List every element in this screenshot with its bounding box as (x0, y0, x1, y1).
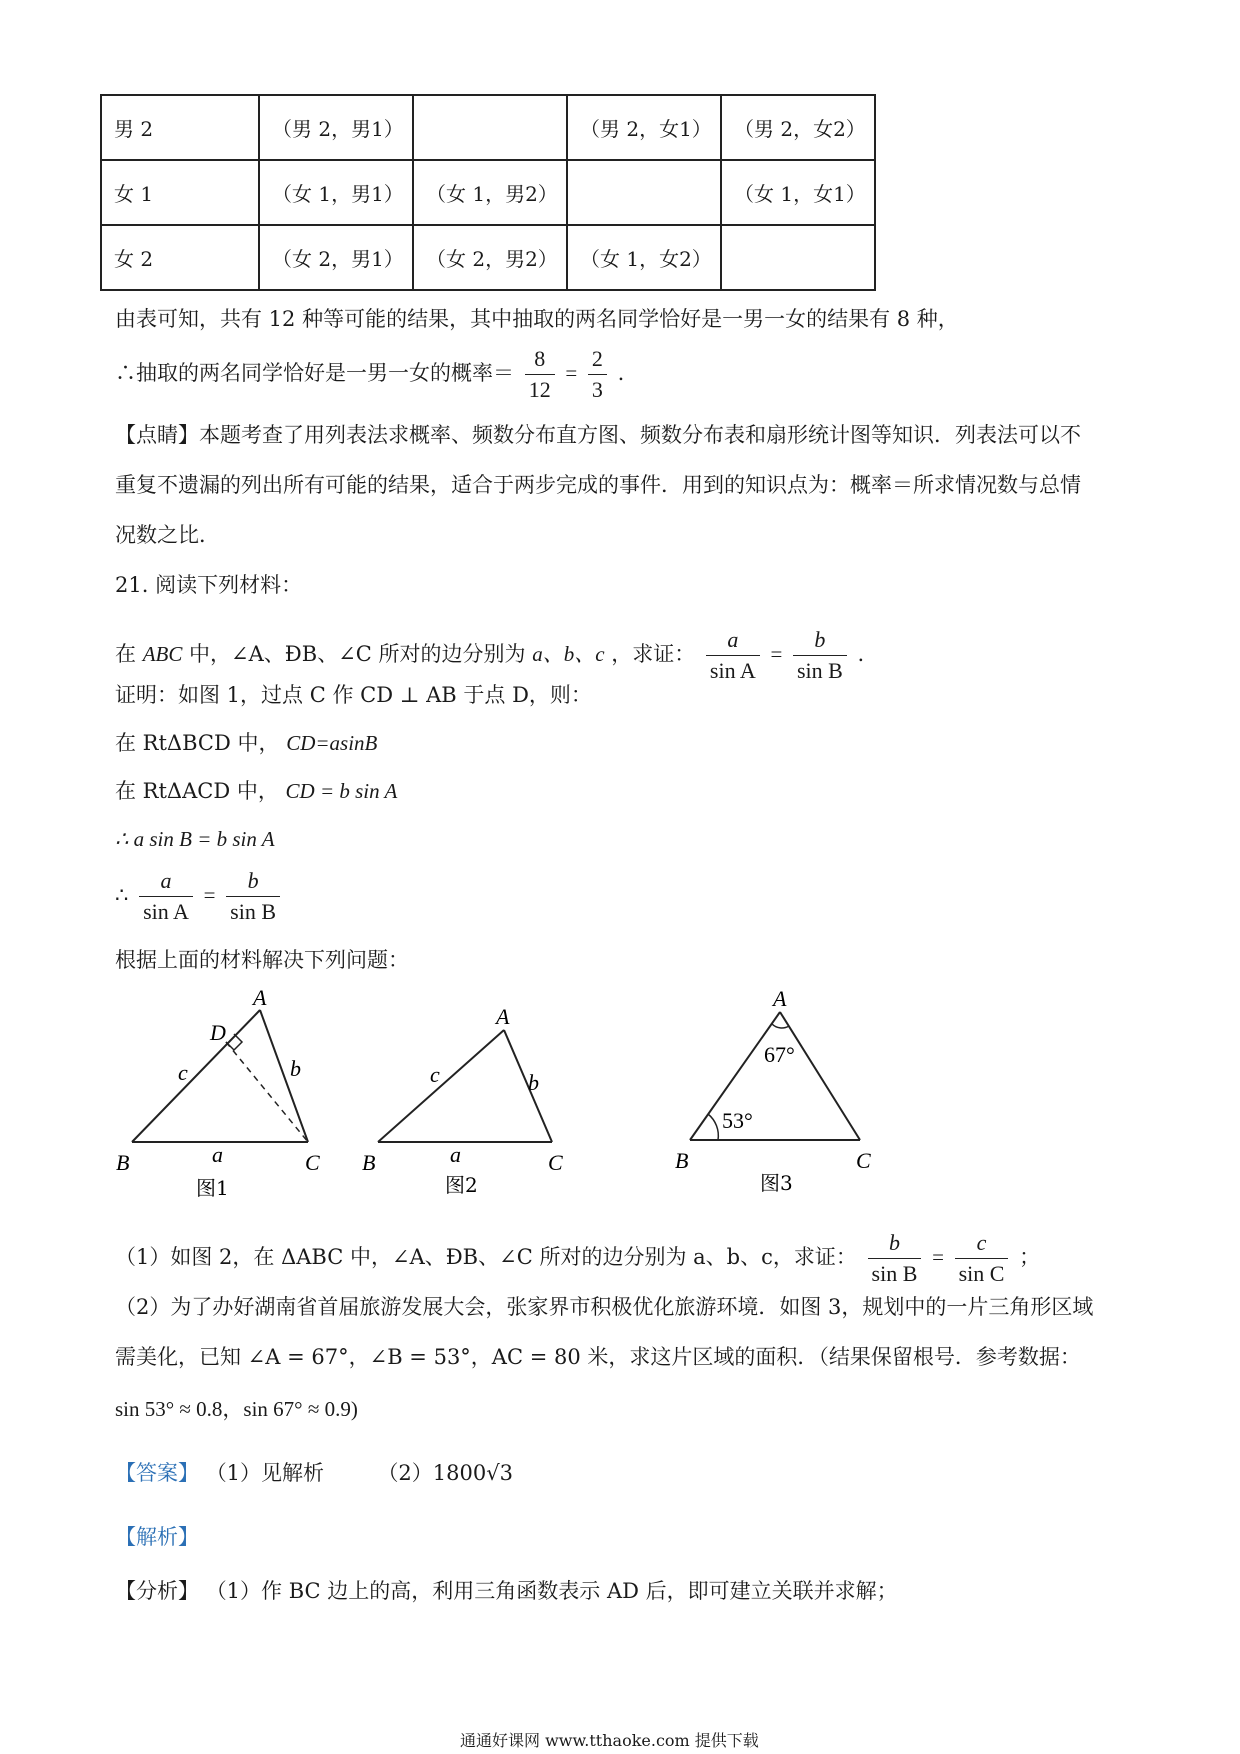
fig1-label-C: C (305, 1150, 320, 1175)
fig1-label-A: A (253, 990, 267, 1010)
fig1-label-b: b (290, 1056, 301, 1081)
question-1: （1）如图 2，在 ΔABC 中，∠A、ÐB、∠C 所对的边分别为 a、b、c，求证： $\frac{b}{\text{sin B}}$ = $\frac{c}{\text{sin C}}$ ； (115, 1228, 1040, 1289)
dianjing-line-2: 重复不遗漏的列出所有可能的结果，适合于两步完成的事件．用到的知识点为：概率＝所求情况数与总情 (115, 473, 1081, 497)
table-cell: （女 1，女2） (567, 225, 721, 290)
fraction-b-sinB-2: $\frac{b}{\text{sin B}}$ (226, 866, 280, 927)
fig2-label-B: B (362, 1150, 376, 1175)
fig1-label-a: a (212, 1142, 223, 1167)
table-cell: （女 1，男2） (413, 160, 567, 225)
table-cell (567, 160, 721, 225)
fig2-label-a: a (450, 1142, 461, 1167)
table-cell: （女 1，女1） (721, 160, 875, 225)
proof-line-3: 在 RtΔACD 中， CD = b sin A (115, 779, 398, 803)
table-cell: （女 1，男1） (259, 160, 413, 225)
page-footer: 通通好课网 www.tthaoke.com 提供下载 (460, 1731, 759, 1750)
table-row (101, 160, 875, 225)
fraction-a-sinA: $\frac{a}{\text{sin A}}$ (706, 625, 760, 686)
table-cell (413, 95, 567, 160)
fig1-label-D: D (210, 1020, 226, 1045)
table-cell: （女 2，男1） (259, 225, 413, 290)
answer-label: 【答案】 (115, 1461, 199, 1485)
table-cell: （男 2，女2） (721, 95, 875, 160)
fig3-angle-B: 53° (722, 1108, 753, 1133)
row-header-cell: 女 1 (101, 160, 259, 225)
fraction-c-sinC-q1: $\frac{c}{\text{sin C}}$ (955, 1228, 1009, 1289)
fig2-label-C: C (548, 1150, 563, 1175)
fig3-label-A: A (773, 990, 787, 1011)
fig2-label-b: b (528, 1070, 539, 1095)
fig3-caption: 图3 (760, 1171, 793, 1195)
solve-heading: 根据上面的材料解决下列问题： (115, 948, 409, 972)
dianjing-line-1: 【点睛】本题考查了用列表法求概率、频数分布直方图、频数分布表和扇形统计图等知识．列表法可以不 (115, 423, 1081, 447)
triangle-name: ABC (142, 642, 183, 666)
fraction-b-sinB-q1: $\frac{b}{\text{sin B}}$ (868, 1228, 922, 1289)
proof-line-1: 证明：如图 1，过点 C 作 CD ⊥ AB 于点 D，则： (115, 683, 592, 707)
fraction-2-3: $\frac{2}{3}$ (588, 344, 607, 405)
fig2-label-A: A (496, 1004, 510, 1029)
fig1-label-c: c (178, 1060, 188, 1085)
probability-label: ∴抽取的两名同学恰好是一男一女的概率＝ (115, 361, 514, 385)
fraction-a-sinA-2: $\frac{a}{\text{sin A}}$ (139, 866, 193, 927)
fig2-label-c: c (430, 1062, 440, 1087)
fenxi-label: 【分析】 (115, 1579, 199, 1603)
question-2-line-3: sin 53° ≈ 0.8，sin 67° ≈ 0.9) (115, 1397, 358, 1421)
material-statement: 在 ABC 中，∠A、ÐB、∠C 所对的边分别为 a、b、c ，求证： $\frac{a}{\text{sin A}}$ = $\frac{b}{\text{sin B}}$ . (115, 625, 864, 686)
fig2-caption: 图2 (445, 1173, 478, 1197)
table-row (101, 225, 875, 290)
fig1-label-B: B (116, 1150, 130, 1175)
question-2-line-2: 需美化，已知 ∠A = 67°，∠B = 53°，AC = 80 米，求这片区域的面积．（结果保留根号．参考数据： (115, 1345, 1081, 1369)
fig3-angle-A: 67° (764, 1042, 795, 1067)
outcome-table (100, 94, 876, 291)
table-cell: （男 2，女1） (567, 95, 721, 160)
proof-line-5: ∴ $\frac{a}{\text{sin A}}$ = $\frac{b}{\text{sin B}}$ (115, 866, 284, 927)
question-2-line-1: （2）为了办好湖南省首届旅游发展大会，张家界市积极优化旅游环境．如图 3，规划中的一片三角形区域 (115, 1295, 1094, 1319)
table-cell: （男 2，男1） (259, 95, 413, 160)
answer-line: 【答案】 （1）见解析 （2）1800√3 (115, 1461, 513, 1485)
table-row (101, 95, 875, 160)
paragraph-probability: ∴抽取的两名同学恰好是一男一女的概率＝ $\frac{8}{12}$ = $\frac{2}{3}$ . (115, 344, 624, 405)
figure-3 (675, 990, 871, 1195)
fenxi-line: 【分析】 （1）作 BC 边上的高，利用三角函数表示 AD 后，即可建立关联并求解； (115, 1579, 898, 1603)
proof-line-4: ∴ a sin B = b sin A (115, 827, 275, 851)
question-21-heading: 21. 阅读下列材料： (115, 573, 303, 597)
fig1-caption: 图1 (196, 1176, 229, 1200)
jiexi-label: 【解析】 (115, 1525, 199, 1549)
dianjing-line-3: 况数之比． (115, 523, 220, 547)
row-header-cell: 男 2 (101, 95, 259, 160)
table-cell: （女 2，男2） (413, 225, 567, 290)
paragraph-outcomes: 由表可知，共有 12 种等可能的结果，其中抽取的两名同学恰好是一男一女的结果有 8 种， (115, 307, 959, 331)
figure-1 (116, 990, 320, 1200)
figure-2 (362, 1004, 563, 1197)
proof-line-2: 在 RtΔBCD 中， CD=asinB (115, 731, 378, 755)
fraction-8-12: $\frac{8}{12}$ (525, 344, 555, 405)
fig3-label-B: B (675, 1148, 689, 1173)
fraction-b-sinB: $\frac{b}{\text{sin B}}$ (793, 625, 847, 686)
table-cell (721, 225, 875, 290)
row-header-cell: 女 2 (101, 225, 259, 290)
figures (100, 990, 1100, 1205)
fig3-label-C: C (856, 1148, 871, 1173)
